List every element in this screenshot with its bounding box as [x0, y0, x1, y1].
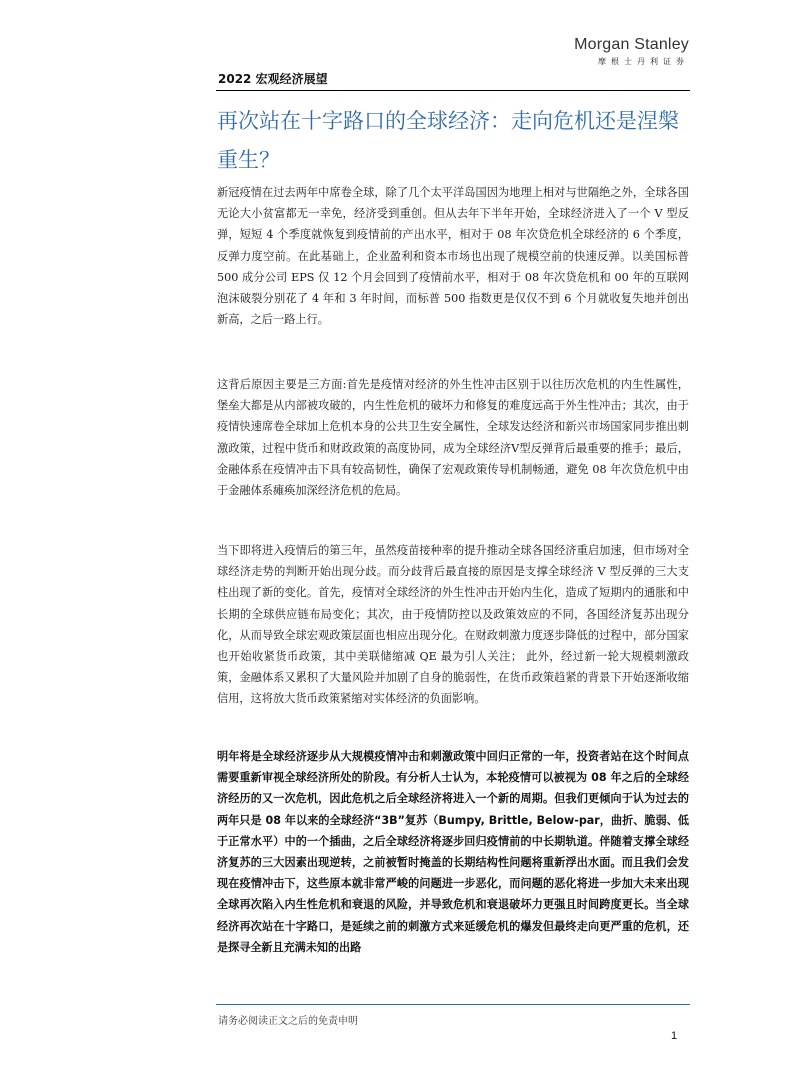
- paragraph-bold: 明年将是全球经济逐步从大规模疫情冲击和刺激政策中回归正常的一年，投资者站在这个时间点需要重新审视全球经济所处的阶段。有分析人士认为，本轮疫情可以被视为 08 年之后的全球经济经历的又一次危机，因此危机之后全球经济将进入一个新的周期。但我们更倾向于认为过去的两年只是 08 年以来的全球经济“3B”复苏（Bumpy, Brittle, Below-par，曲折、脆弱、低于正常水平）中的一个插曲，之后全球经济将逐步回归疫情前的中长期轨道。伴随着支撑全球经济复苏的三大因素出现逆转，之前被暂时掩盖的长期结构性问题将重新浮出水面。而且我们会发现在疫情冲击下，这些原本就非常严峻的问题进一步恶化，而问题的恶化将进一步加大未来出现全球再次陷入内生性危机和衰退的风险，并导致危机和衰退破坏力更强且时间跨度更长。当全球经济再次站在十字路口，是延续之前的刺激方式来延缓危机的爆发但最终走向更严重的危机，还是探寻全新且充满未知的出路: [217, 750, 689, 954]
- page-number: 1: [671, 1030, 678, 1042]
- disclaimer-text: 请务必阅读正文之后的免责申明: [218, 1016, 358, 1027]
- footer-divider: [216, 1004, 690, 1005]
- paragraph-3-block: [217, 540, 689, 710]
- header-divider: [216, 90, 690, 91]
- article-title: 再次站在十字路口的全球经济：走向危机还是涅槃重生？: [217, 109, 679, 172]
- paragraph-2-block: [217, 374, 689, 501]
- paragraph: 新冠疫情在过去两年中席卷全球，除了几个太平洋岛国因为地理上相对与世隔绝之外，全球各国无论大小贫富都无一幸免，经济受到重创。但从去年下半年开始，全球经济进入了一个 V 型反弹，短短 4 个季度就恢复到疫情前的产出水平，相对于 08 年次贷危机全球经济的 6 个季度，反弹力度空前。在此基础上，企业盈利和资本市场也出现了规模空前的快速反弹。以美国标普 500 成分公司 EPS 仅 12 个月会回到了疫情前水平，相对于 08 年次贷危机和 00 年的互联网泡沫破裂分别花了 4 年和 3 年时间，而标普 500 指数更是仅仅不到 6 个月就收复失地并创出新高，之后一路上行。: [217, 186, 689, 327]
- paragraph-4-block: [217, 746, 689, 958]
- paragraph-1-block: [217, 182, 689, 330]
- paragraph: 当下即将进入疫情后的第三年，虽然疫苗接种率的提升推动全球各国经济重启加速，但市场对全球经济走势的判断开始出现分歧。而分歧背后最直接的原因是支撑全球经济 V 型反弹的三大支柱出现了新的变化。首先，疫情对全球经济的外生性冲击开始内生化，造成了短期内的通胀和中长期的全球供应链布局变化；其次，由于疫情防控以及政策效应的不同，各国经济复苏出现分化，从而导致全球宏观政策层面也相应出现分化。在财政刺激力度逐步降低的过程中，部分国家也开始收紧货币政策，其中美联储缩减 QE 最为引人关注； 此外，经过新一轮大规模刺激政策，金融体系又累积了大量风险并加剧了自身的脆弱性，在货币政策趋紧的背景下开始逐渐收缩信用，这将放大货币政策紧缩对实体经济的负面影响。: [217, 544, 689, 706]
- paragraph: 这背后原因主要是三方面:首先是疫情对经济的外生性冲击区别于以往历次危机的内生性属性，堡垒大都是从内部被攻破的，内生性危机的破坏力和修复的难度远高于外生性冲击；其次，由于疫情快速席卷全球加上危机本身的公共卫生安全属性，全球发达经济和新兴市场国家同步推出刺激政策，过程中货币和财政政策的高度协同，成为全球经济V型反弹背后最重要的推手；最后，金融体系在疫情冲击下具有较高韧性，确保了宏观政策传导机制畅通，避免 08 年次贷危机中由于金融体系瘫痪加深经济危机的危局。: [217, 378, 689, 498]
- report-series-label: 2022 宏观经济展望: [218, 72, 328, 86]
- brand-cn: 摩根士丹利证券: [598, 57, 689, 66]
- brand-logo: [574, 36, 689, 67]
- brand-name: Morgan Stanley: [574, 36, 689, 53]
